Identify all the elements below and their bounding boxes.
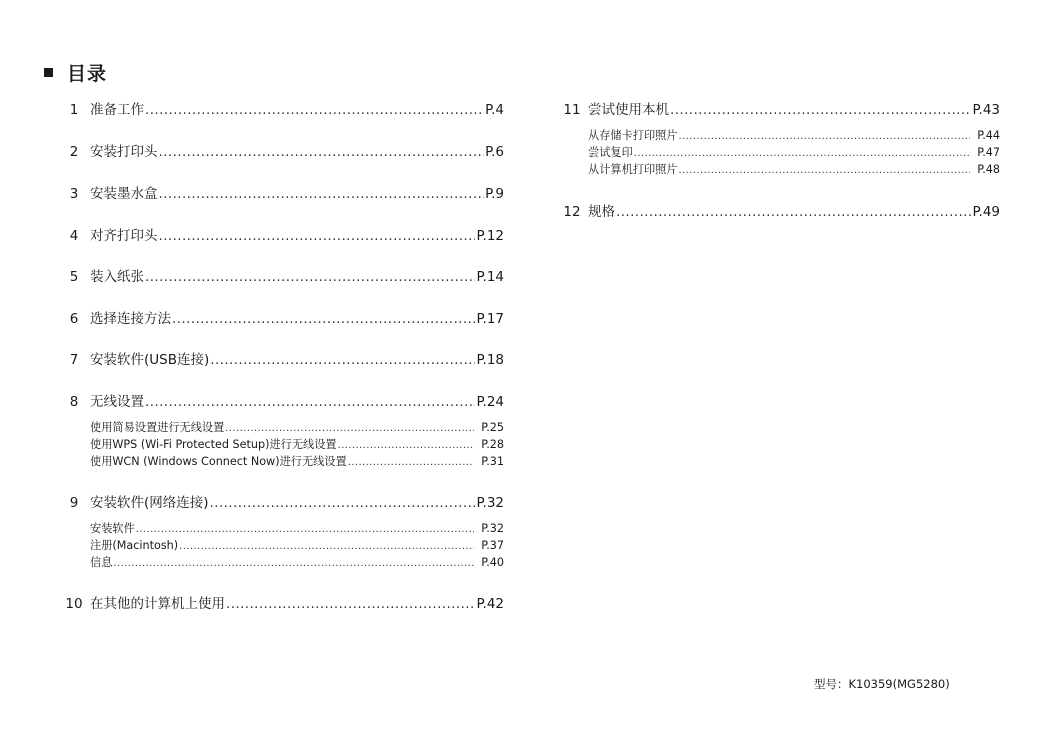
toc-subentries: [588, 128, 1000, 179]
toc-entry-page[interactable]: P.43: [972, 102, 1000, 118]
toc-entry-number: 1: [69, 102, 79, 118]
toc-title: 目录: [67, 62, 108, 85]
toc-dot-leader: [616, 202, 971, 222]
toc-entry-label[interactable]: 选择连接方法: [90, 311, 171, 327]
toc-entry-number: 12: [563, 204, 581, 220]
toc-entry-page[interactable]: P.17: [476, 311, 504, 327]
bullet-square-icon: [44, 68, 53, 77]
toc-subentry[interactable]: [90, 538, 504, 555]
toc-subentry-page[interactable]: P.44: [977, 129, 1000, 142]
toc-dot-leader: [172, 309, 475, 329]
toc-entry[interactable]: [58, 184, 504, 204]
toc-entry-label[interactable]: 安装打印头: [90, 144, 158, 160]
toc-subentry-page[interactable]: P.32: [481, 522, 504, 535]
toc-dot-leader: [225, 421, 474, 437]
toc-entry[interactable]: [58, 142, 504, 162]
toc-dot-leader: [179, 539, 474, 555]
toc-subentry-label[interactable]: 使用WCN (Windows Connect Now)进行无线设置: [90, 455, 347, 468]
toc-subentry-page[interactable]: P.47: [977, 146, 1000, 159]
toc-entry-number: 10: [65, 596, 83, 612]
toc-dot-leader: [113, 556, 474, 572]
toc-entry[interactable]: [58, 226, 504, 246]
toc-dot-leader: [210, 350, 475, 370]
toc-entry-row[interactable]: [58, 267, 504, 287]
toc-dot-leader: [679, 163, 970, 179]
toc-entry[interactable]: [58, 309, 504, 329]
toc-entry[interactable]: [58, 594, 504, 614]
toc-dot-leader: [226, 594, 475, 614]
toc-entry-row[interactable]: [556, 202, 1000, 222]
toc-entry-page[interactable]: P.9: [485, 186, 504, 202]
toc-entry-row[interactable]: [58, 142, 504, 162]
toc-subentry[interactable]: [90, 437, 504, 454]
toc-dot-leader: [145, 392, 475, 412]
toc-subentry[interactable]: [588, 145, 1000, 162]
toc-entry-number: 7: [69, 352, 79, 368]
toc-subentry-label[interactable]: 从存储卡打印照片: [588, 129, 678, 142]
toc-subentry-label[interactable]: 注册(Macintosh): [90, 539, 179, 552]
toc-subentry[interactable]: [90, 555, 504, 572]
toc-subentry-label[interactable]: 使用WPS (Wi-Fi Protected Setup)进行无线设置: [90, 438, 337, 451]
toc-entry-row[interactable]: [58, 594, 504, 614]
toc-subentry[interactable]: [90, 420, 504, 437]
toc-entry-label[interactable]: 准备工作: [90, 102, 144, 118]
toc-entry-label[interactable]: 安装软件(网络连接): [90, 495, 209, 511]
toc-dot-leader: [145, 100, 484, 120]
toc-entry-row[interactable]: [58, 392, 504, 412]
toc-entry-label[interactable]: 装入纸张: [90, 269, 144, 285]
toc-entry-page[interactable]: P.6: [485, 144, 504, 160]
toc-subentry-page[interactable]: P.28: [481, 438, 504, 451]
toc-entry[interactable]: [58, 267, 504, 287]
toc-entry-number: 3: [69, 186, 79, 202]
toc-entry-page[interactable]: P.4: [485, 102, 504, 118]
toc-entry-row[interactable]: [58, 350, 504, 370]
toc-entry-number: 2: [69, 144, 79, 160]
toc-subentry[interactable]: [588, 128, 1000, 145]
toc-entry-row[interactable]: [58, 100, 504, 120]
toc-subentry-page[interactable]: P.40: [481, 556, 504, 569]
toc-entry-label[interactable]: 对齐打印头: [90, 228, 158, 244]
toc-entry-number: 11: [563, 102, 581, 118]
toc-entry-label[interactable]: 无线设置: [90, 394, 144, 410]
toc-entry-page[interactable]: P.32: [476, 495, 504, 511]
toc-entry-page[interactable]: P.14: [476, 269, 504, 285]
toc-entry[interactable]: [556, 202, 1000, 222]
toc-subentry-label[interactable]: 尝试复印: [588, 146, 633, 159]
toc-subentry-label[interactable]: 信息: [90, 556, 113, 569]
toc-entry[interactable]: [556, 100, 1000, 179]
toc-entry-label[interactable]: 在其他的计算机上使用: [90, 596, 225, 612]
toc-dot-leader: [338, 438, 474, 454]
toc-entry-page[interactable]: P.12: [476, 228, 504, 244]
toc-entry[interactable]: [58, 350, 504, 370]
toc-dot-leader: [159, 184, 485, 204]
toc-subentry-page[interactable]: P.25: [481, 421, 504, 434]
toc-subentry-label[interactable]: 从计算机打印照片: [588, 163, 678, 176]
toc-entry[interactable]: [58, 392, 504, 471]
toc-subentry[interactable]: [90, 454, 504, 471]
toc-entry-label[interactable]: 安装软件(USB连接): [90, 352, 210, 368]
toc-heading: [44, 60, 107, 84]
toc-entry-page[interactable]: P.18: [476, 352, 504, 368]
toc-dot-leader: [159, 142, 485, 162]
toc-dot-leader: [670, 100, 971, 120]
toc-entry-row[interactable]: [556, 100, 1000, 120]
toc-entry-row[interactable]: [58, 309, 504, 329]
toc-subentry-page[interactable]: P.37: [481, 539, 504, 552]
toc-dot-leader: [634, 146, 970, 162]
toc-dot-leader: [348, 455, 474, 471]
toc-subentry-label[interactable]: 安装软件: [90, 522, 135, 535]
toc-subentry[interactable]: [90, 521, 504, 538]
toc-entry-number: 9: [69, 495, 79, 511]
toc-entry-number: 6: [69, 311, 79, 327]
toc-dot-leader: [136, 522, 474, 538]
toc-subentry-label[interactable]: 使用简易设置进行无线设置: [90, 421, 225, 434]
toc-dot-leader: [145, 267, 475, 287]
toc-entry-page[interactable]: P.42: [476, 596, 504, 612]
toc-subentries: [90, 521, 504, 572]
toc-dot-leader: [679, 129, 970, 145]
toc-entry-page[interactable]: P.24: [476, 394, 504, 410]
toc-entry-label[interactable]: 尝试使用本机: [588, 102, 669, 118]
toc-entry-row[interactable]: [58, 184, 504, 204]
model-number: 型号：K10359(MG5280): [814, 677, 950, 691]
toc-entry-number: 8: [69, 394, 79, 410]
toc-entry-row[interactable]: [58, 493, 504, 513]
toc-entry-page[interactable]: P.49: [972, 204, 1000, 220]
toc-entry[interactable]: [58, 100, 504, 120]
toc-dot-leader: [159, 226, 476, 246]
toc-entry-row[interactable]: [58, 226, 504, 246]
toc-subentry-page[interactable]: P.48: [977, 163, 1000, 176]
toc-subentries: [90, 420, 504, 471]
toc-entry-label[interactable]: 安装墨水盒: [90, 186, 158, 202]
toc-entry[interactable]: [58, 493, 504, 572]
toc-subentry[interactable]: [588, 162, 1000, 179]
toc-entry-label[interactable]: 规格: [588, 204, 615, 220]
toc-subentry-page[interactable]: P.31: [481, 455, 504, 468]
toc-entry-number: 4: [69, 228, 79, 244]
toc-dot-leader: [210, 493, 476, 513]
toc-entry-number: 5: [69, 269, 79, 285]
